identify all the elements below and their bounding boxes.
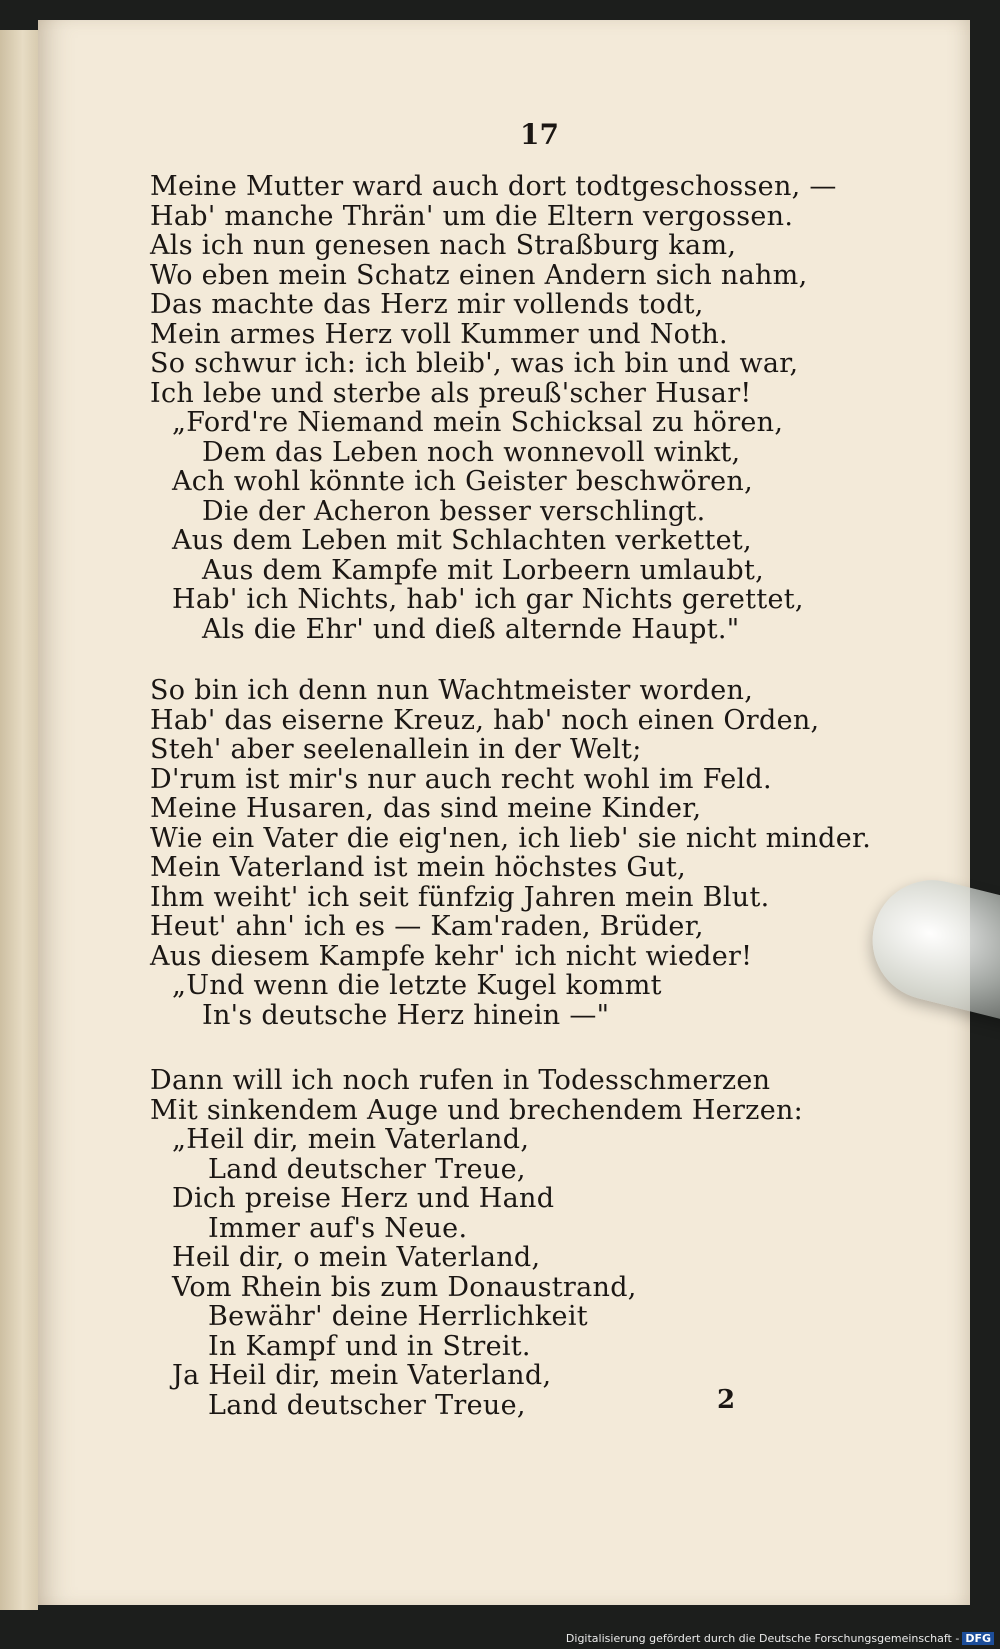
poem-line: So schwur ich: ich bleib', was ich bin und war, [150,348,799,379]
poem-line: Wie ein Vater die eig'nen, ich lieb' sie nicht minder. [150,822,872,854]
poem-line: Das machte das Herz mir vollends todt, [150,289,704,320]
poem-line: Immer auf's Neue. [208,1212,468,1244]
dfg-logo: DFG [962,1632,994,1645]
poem-line: Heil dir, o mein Vaterland, [172,1242,541,1273]
facing-page-edge [0,30,38,1610]
poem-line: Dann will ich noch rufen in Todesschmerzen [150,1065,771,1096]
poem-line: Mit sinkendem Auge und brechendem Herzen: [150,1094,804,1126]
poem-line: Ihm weiht' ich seit fünfzig Jahren mein Blut. [150,881,770,913]
funding-footer [566,1632,994,1645]
poem-line: Ach wohl könnte ich Geister beschwören, [172,466,754,497]
poem-line: „Ford're Niemand mein Schicksal zu hören, [172,407,784,438]
poem-line: Mein armes Herz voll Kummer und Noth. [150,318,728,350]
signature-mark: 2 [717,1385,736,1415]
poem-line: Land deutscher Treue, [208,1153,526,1185]
poem-line: „Und wenn die letzte Kugel kommt [172,970,662,1001]
poem-line: Ich lebe und sterbe als preuß'scher Husar! [150,377,752,409]
poem-line: Hab' manche Thrän' um die Eltern vergossen. [150,200,794,232]
poem-line: Land deutscher Treue, [208,1389,526,1421]
poem-line: Die der Acheron besser verschlingt. [202,495,706,527]
poem-line: Bewähr' deine Herrlichkeit [208,1301,588,1332]
stanza-break [150,644,790,676]
poem-line: Steh' aber seelenallein in der Welt; [150,734,642,765]
poem-line: In Kampf und in Streit. [208,1330,531,1362]
poem-text [150,171,872,1421]
poem-line: So bin ich denn nun Wachtmeister worden, [150,675,754,706]
poem-line: Meine Mutter ward auch dort todtgeschossen, — [150,171,837,202]
footer-text: Digitalisierung gefördert durch die Deutsche Forschungsgemeinschaft - [565,1632,960,1645]
poem-line: Aus diesem Kampfe kehr' ich nicht wieder! [150,940,753,972]
stanza-break [150,1030,790,1066]
poem-line: D'rum ist mir's nur auch recht wohl im Feld. [150,763,772,795]
poem-line: In's deutsche Herz hinein —" [202,999,610,1031]
poem-line: Wo eben mein Schatz einen Andern sich nahm, [150,259,808,291]
poem-line: Vom Rhein bis zum Donaustrand, [172,1271,637,1303]
poem-line: „Heil dir, mein Vaterland, [172,1124,530,1155]
page-number: 17 [520,118,559,151]
poem-line: Heut' ahn' ich es — Kam'raden, Brüder, [150,911,704,942]
poem-line: Ja Heil dir, mein Vaterland, [172,1360,552,1391]
poem-line: Dem das Leben noch wonnevoll winkt, [202,436,741,468]
poem-line: Dich preise Herz und Hand [172,1183,555,1214]
poem-line: Aus dem Kampfe mit Lorbeern umlaubt, [202,554,764,586]
poem-line: Hab' das eiserne Kreuz, hab' noch einen Orden, [150,704,820,736]
poem-line: Hab' ich Nichts, hab' ich gar Nichts gerettet, [172,584,804,615]
poem-line: Als ich nun genesen nach Straßburg kam, [150,230,737,261]
poem-line: Aus dem Leben mit Schlachten verkettet, [172,525,752,556]
poem-line: Als die Ehr' und dieß alternde Haupt." [202,613,740,645]
poem-line: Mein Vaterland ist mein höchstes Gut, [150,852,686,883]
poem-line: Meine Husaren, das sind meine Kinder, [150,793,702,824]
